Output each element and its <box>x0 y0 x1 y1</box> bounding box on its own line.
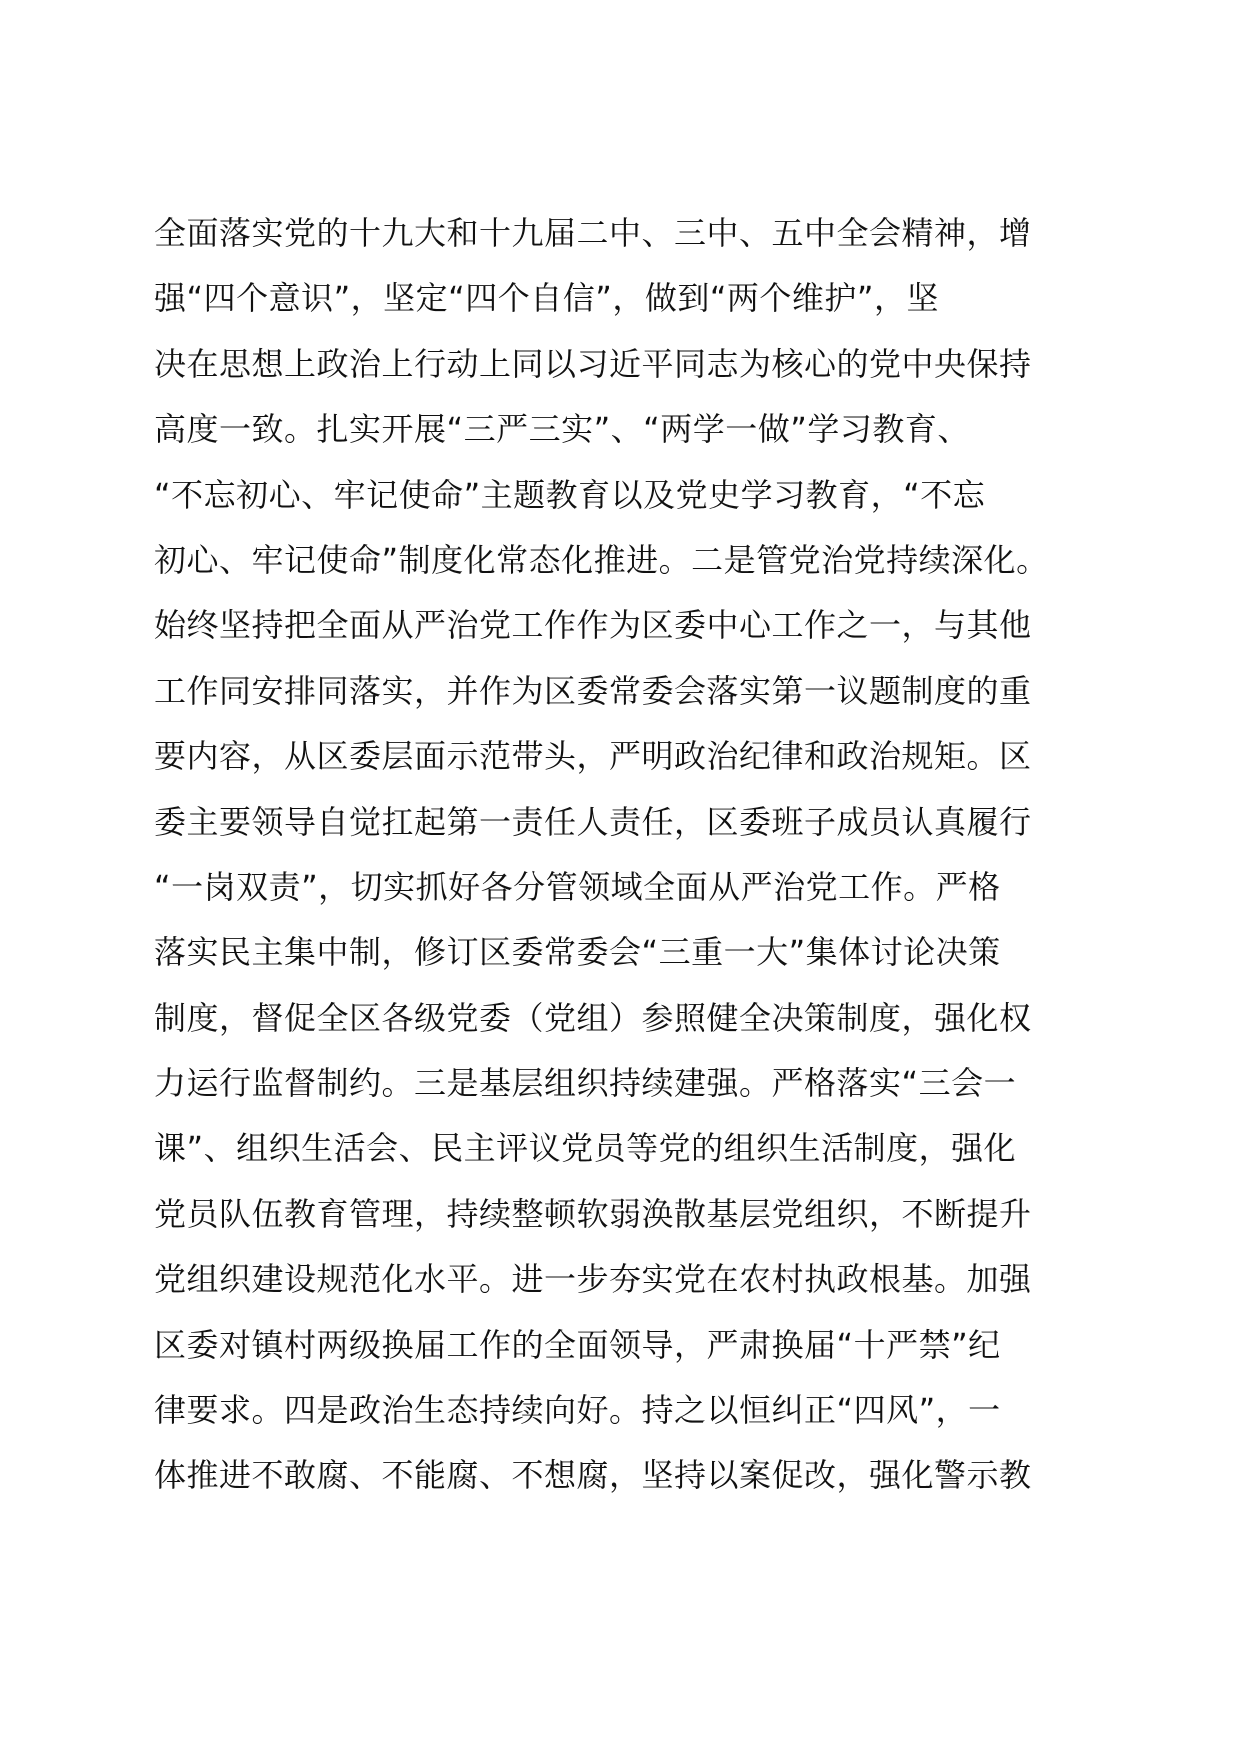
text-line-9: 要内容，从区委层面示范带头，严明政治纪律和政治规矩。区 <box>154 737 1032 776</box>
text-line-20: 体推进不敢腐、不能腐、不想腐，坚持以案促改，强化警示教 <box>154 1456 1032 1495</box>
text-line-5: “不忘初心、牢记使命”主题教育以及党史学习教育，“不忘 <box>154 475 986 514</box>
text-line-4: 高度一致。扎实开展“三严三实”、“两学一做”学习教育、 <box>154 410 970 449</box>
text-line-12: 落实民主集中制，修订区委常委会“三重一大”集体讨论决策 <box>154 933 1001 972</box>
text-line-6: 初心、牢记使命”制度化常态化推进。二是管党治党持续深化。 <box>154 540 1049 579</box>
text-line-17: 党组织建设规范化水平。进一步夯实党在农村执政根基。加强 <box>154 1260 1032 1299</box>
text-line-18: 区委对镇村两级换届工作的全面领导，严肃换届“十严禁”纪 <box>154 1325 1001 1364</box>
text-line-1: 全面落实党的十九大和十九届二中、三中、五中全会精神，增 <box>154 214 1032 252</box>
text-line-2: 强“四个意识”，坚定“四个自信”，做到“两个维护”，坚 <box>154 279 939 318</box>
text-line-7: 始终坚持把全面从严治党工作作为区委中心工作之一，与其他 <box>154 606 1032 645</box>
text-line-3: 决在思想上政治上行动上同以习近平同志为核心的党中央保持 <box>154 344 1032 383</box>
text-line-10: 委主要领导自觉扛起第一责任人责任，区委班子成员认真履行 <box>154 802 1032 841</box>
text-line-13: 制度，督促全区各级党委（党组）参照健全决策制度，强化权 <box>154 998 1032 1037</box>
text-line-15: 课”、组织生活会、民主评议党员等党的组织生活制度，强化 <box>154 1129 1017 1168</box>
text-line-11: “一岗双责”，切实抓好各分管领域全面从严治党工作。严格 <box>154 867 1001 906</box>
text-line-14: 力运行监督制约。三是基层组织持续建强。严格落实“三会一 <box>154 1064 1017 1103</box>
text-line-19: 律要求。四是政治生态持续向好。持之以恒纠正“四风”，一 <box>154 1391 1001 1430</box>
body-paragraph <box>154 213 1114 1521</box>
text-line-8: 工作同安排同落实，并作为区委常委会落实第一议题制度的重 <box>154 671 1032 710</box>
text-line-16: 党员队伍教育管理，持续整顿软弱涣散基层党组织，不断提升 <box>154 1194 1032 1233</box>
